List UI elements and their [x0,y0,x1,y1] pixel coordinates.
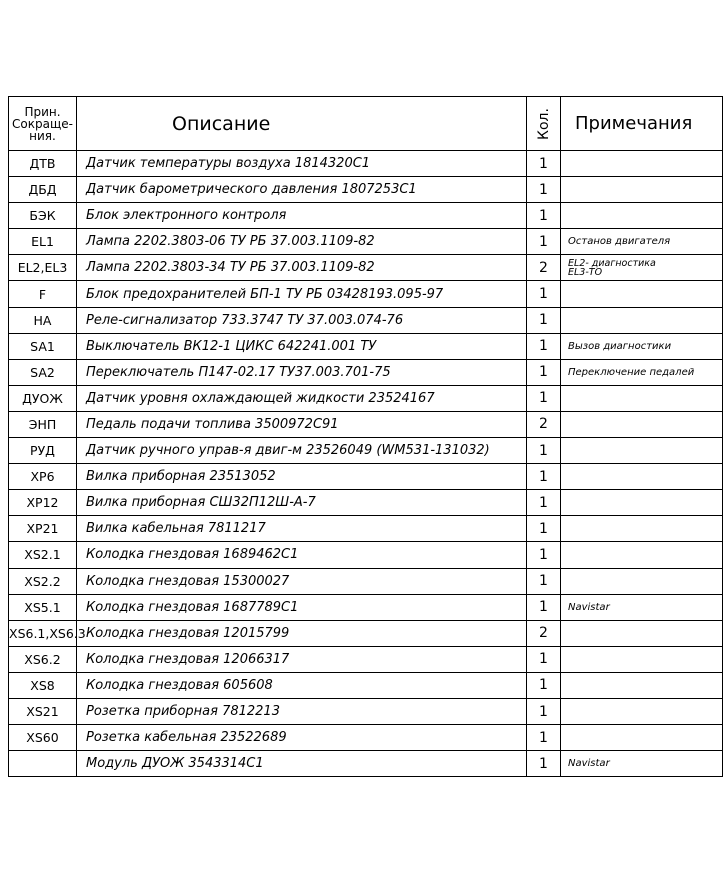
row-description: Колодка гнездовая 12015799 [77,620,527,646]
row-note [561,542,723,568]
row-code: XS8 [9,672,77,698]
header-quantity: Кол. [535,107,552,140]
row-description: Педаль подачи топлива 3500972С91 [77,411,527,437]
row-description: Датчик ручного управ-я двиг-м 23526049 (WM531-131032) [77,438,527,464]
row-description: Лампа 2202.3803-06 ТУ РБ 37.003.1109-82 [77,229,527,255]
row-note: Переключение педалей [561,359,723,385]
row-description: Лампа 2202.3803-34 ТУ РБ 37.003.1109-82 [77,255,527,281]
row-description: Розетка приборная 7812213 [77,698,527,724]
row-code: XS5.1 [9,594,77,620]
row-code: XS6.2 [9,646,77,672]
row-note [561,281,723,307]
row-quantity: 1 [527,594,561,620]
row-code: XS2.1 [9,542,77,568]
row-description: Датчик барометрического давления 1807253С1 [77,177,527,203]
table-row [9,385,723,411]
row-code: EL2,EL3 [9,255,77,281]
table-row [9,411,723,437]
row-quantity: 1 [527,385,561,411]
table-row [9,516,723,542]
row-description: Переключатель П147-02.17 ТУ37.003.701-75 [77,359,527,385]
row-quantity: 1 [527,751,561,777]
specification-table [8,96,723,777]
table-row [9,568,723,594]
row-code: XS6.1,XS6.3 [9,620,77,646]
row-description: Выключатель ВК12-1 ЦИКС 642241.001 ТУ [77,333,527,359]
row-quantity: 1 [527,229,561,255]
row-description: Колодка гнездовая 12066317 [77,646,527,672]
table-row [9,359,723,385]
row-note [561,385,723,411]
header-code-line1: Прин. [24,104,61,119]
row-code: SA1 [9,333,77,359]
row-quantity: 1 [527,359,561,385]
row-quantity: 2 [527,620,561,646]
row-description: Блок предохранителей БП-1 ТУ РБ 03428193.095-97 [77,281,527,307]
row-code: БЭК [9,203,77,229]
row-quantity: 1 [527,151,561,177]
row-quantity: 1 [527,333,561,359]
row-quantity: 1 [527,177,561,203]
row-description: Реле-сигнализатор 733.3747 ТУ 37.003.074-76 [77,307,527,333]
row-quantity: 1 [527,464,561,490]
table-row [9,646,723,672]
table-row [9,751,723,777]
row-code: ХР21 [9,516,77,542]
row-code: ДТВ [9,151,77,177]
header-code-cell [9,97,77,151]
row-note: Navistar [561,594,723,620]
row-quantity: 1 [527,646,561,672]
row-note [561,620,723,646]
row-note [561,490,723,516]
row-code: XS21 [9,698,77,724]
header-quantity-cell [527,97,561,151]
row-description: Розетка кабельная 23522689 [77,725,527,751]
row-description: Модуль ДУОЖ 3543314С1 [77,751,527,777]
row-quantity: 1 [527,672,561,698]
row-note [561,203,723,229]
row-code [9,751,77,777]
table-row [9,307,723,333]
row-description: Вилка кабельная 7811217 [77,516,527,542]
table-header-row [9,97,723,151]
table-row [9,490,723,516]
row-quantity: 1 [527,698,561,724]
specification-table-body [9,97,723,777]
table-row [9,698,723,724]
row-code: ХР6 [9,464,77,490]
table-row [9,229,723,255]
row-code: РУД [9,438,77,464]
row-note [561,177,723,203]
row-description: Вилка приборная СШ32П12Ш-А-7 [77,490,527,516]
row-description: Колодка гнездовая 1689462С1 [77,542,527,568]
row-description: Вилка приборная 23513052 [77,464,527,490]
row-code: ДУОЖ [9,385,77,411]
row-code: F [9,281,77,307]
row-description: Датчик уровня охлаждающей жидкости 23524167 [77,385,527,411]
row-note [561,255,723,281]
row-description: Колодка гнездовая 15300027 [77,568,527,594]
table-row [9,333,723,359]
row-code: SA2 [9,359,77,385]
row-quantity: 1 [527,203,561,229]
table-row [9,281,723,307]
row-code: EL1 [9,229,77,255]
row-note [561,568,723,594]
row-code: ДБД [9,177,77,203]
table-row [9,255,723,281]
table-row [9,464,723,490]
row-code: HA [9,307,77,333]
row-note-line1: EL2- диагностика [568,257,656,269]
row-description: Датчик температуры воздуха 1814320С1 [77,151,527,177]
row-note [561,672,723,698]
row-note [561,646,723,672]
row-quantity: 1 [527,568,561,594]
row-note [561,151,723,177]
table-row [9,620,723,646]
row-quantity: 1 [527,438,561,464]
table-row [9,542,723,568]
row-note [561,698,723,724]
table-row [9,177,723,203]
row-note: Вызов диагностики [561,333,723,359]
row-description: Колодка гнездовая 1687789С1 [77,594,527,620]
row-quantity: 1 [527,281,561,307]
row-quantity: 2 [527,255,561,281]
header-code-line2: Сокраще- [12,116,73,131]
row-description: Колодка гнездовая 605608 [77,672,527,698]
table-row [9,151,723,177]
row-quantity: 2 [527,411,561,437]
row-note-line2: EL3-ТО [568,266,603,278]
row-quantity: 1 [527,725,561,751]
row-description: Блок электронного контроля [77,203,527,229]
header-code-line3: ния. [29,128,56,143]
row-code: XS2.2 [9,568,77,594]
header-notes: Примечания [561,97,723,151]
row-quantity: 1 [527,542,561,568]
header-description: Описание [77,97,527,151]
table-row [9,672,723,698]
table-row [9,725,723,751]
row-note [561,725,723,751]
row-quantity: 1 [527,490,561,516]
table-row [9,203,723,229]
table-row [9,438,723,464]
row-quantity: 1 [527,516,561,542]
row-code: XS60 [9,725,77,751]
row-note [561,464,723,490]
row-quantity: 1 [527,307,561,333]
row-note: Navistar [561,751,723,777]
row-note [561,307,723,333]
table-row [9,594,723,620]
row-note [561,438,723,464]
row-code: ХР12 [9,490,77,516]
row-code: ЭНП [9,411,77,437]
row-note [561,516,723,542]
row-note [561,411,723,437]
row-note: Останов двигателя [561,229,723,255]
